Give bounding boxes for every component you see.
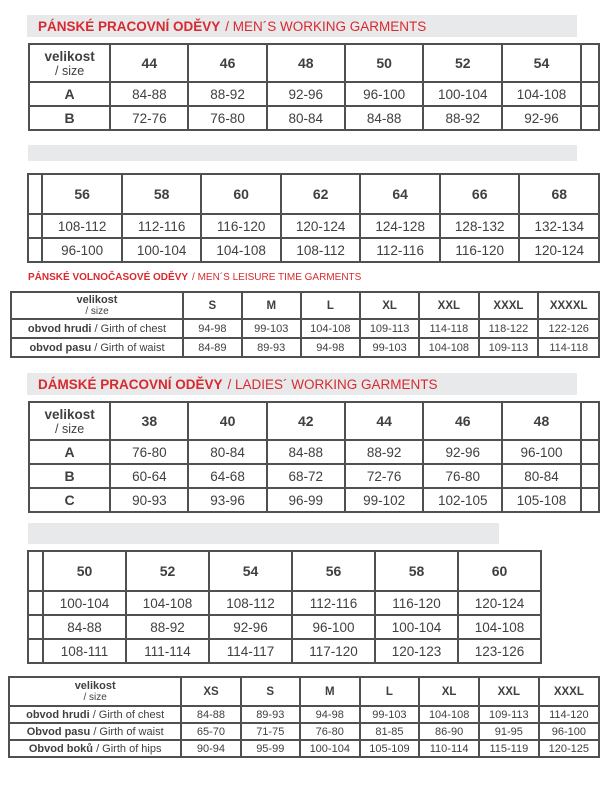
value-cell: 76-80 xyxy=(110,440,188,464)
value-cell: 96-100 xyxy=(292,615,375,639)
section-title-ladies-working xyxy=(27,373,577,395)
size-header-cell: 42 xyxy=(267,402,345,440)
table-row xyxy=(11,319,599,338)
row-label-cell: obvod pasu / Girth of waist xyxy=(11,338,183,357)
size-header-cell: XXL xyxy=(479,677,539,706)
size-header-cell: XS xyxy=(181,677,240,706)
value-cell: 117-120 xyxy=(292,639,375,663)
ladies-working-table-sizes-38-48 xyxy=(28,401,600,513)
value-cell: 84-88 xyxy=(267,440,345,464)
value-cell: 104-108 xyxy=(458,615,541,639)
value-cell: 72-76 xyxy=(110,106,188,130)
corner-cell: velikost / size xyxy=(9,677,181,706)
row-label-cell: B xyxy=(29,464,110,488)
value-cell: 84-88 xyxy=(345,106,423,130)
row-label-cell: B xyxy=(29,106,110,130)
section-title-czech: PÁNSKÉ PRACOVNÍ ODĚVY xyxy=(38,18,221,34)
size-header-cell: 44 xyxy=(110,44,188,82)
value-cell: 96-99 xyxy=(267,488,345,512)
size-header-cell: 52 xyxy=(423,44,502,82)
corner-cell: velikost / size xyxy=(11,292,183,319)
table-row xyxy=(11,338,599,357)
value-cell: 84-88 xyxy=(43,615,126,639)
value-cell: 105-108 xyxy=(502,488,581,512)
cut-off-cell xyxy=(28,551,43,591)
corner-cell: velikost / size xyxy=(29,44,110,82)
value-cell: 104-108 xyxy=(419,338,478,357)
mens-working-table-sizes-44-54 xyxy=(28,43,600,131)
table-row xyxy=(28,615,541,639)
size-header-cell: XXXXL xyxy=(538,292,599,319)
size-header-cell: 46 xyxy=(188,44,266,82)
value-cell: 76-80 xyxy=(423,464,502,488)
value-cell: 64-68 xyxy=(188,464,266,488)
value-cell: 80-84 xyxy=(188,440,266,464)
size-header-cell: 60 xyxy=(458,551,541,591)
value-cell: 89-93 xyxy=(242,338,301,357)
value-cell: 76-80 xyxy=(300,723,360,740)
table-row xyxy=(28,238,599,262)
size-header-cell: 54 xyxy=(209,551,292,591)
value-cell: 89-93 xyxy=(241,706,300,723)
value-cell: 128-132 xyxy=(440,214,520,238)
table-row xyxy=(28,639,541,663)
value-cell: 105-109 xyxy=(360,740,420,757)
size-header-cell: XL xyxy=(419,677,479,706)
value-cell: 110-114 xyxy=(419,740,479,757)
value-cell: 104-108 xyxy=(301,319,360,338)
section-title-english: / MEN´S WORKING GARMENTS xyxy=(225,18,427,34)
value-cell: 100-104 xyxy=(43,591,126,615)
mens-leisure-table-grid xyxy=(10,291,600,358)
value-cell: 96-100 xyxy=(42,238,122,262)
value-cell: 96-100 xyxy=(539,723,599,740)
value-cell: 100-104 xyxy=(122,238,202,262)
size-header-cell: XXL xyxy=(419,292,478,319)
value-cell: 99-103 xyxy=(360,706,420,723)
value-cell: 84-88 xyxy=(181,706,240,723)
value-cell: 122-126 xyxy=(538,319,599,338)
size-header-cell: L xyxy=(301,292,360,319)
value-cell: 116-120 xyxy=(440,238,520,262)
size-header-cell: 48 xyxy=(267,44,345,82)
value-cell: 100-104 xyxy=(300,740,360,757)
size-header-cell: 56 xyxy=(292,551,375,591)
value-cell: 94-98 xyxy=(183,319,242,338)
size-header-cell: 48 xyxy=(502,402,581,440)
cut-off-cell xyxy=(581,440,599,464)
cut-off-cell xyxy=(28,639,43,663)
value-cell: 80-84 xyxy=(502,464,581,488)
value-cell: 123-126 xyxy=(458,639,541,663)
value-cell: 108-112 xyxy=(42,214,122,238)
value-cell: 120-123 xyxy=(375,639,458,663)
size-header-cell: XL xyxy=(360,292,419,319)
value-cell: 84-88 xyxy=(110,82,188,106)
ladies-letter-sizes-table xyxy=(8,676,600,758)
section-title-czech: DÁMSKÉ PRACOVNÍ ODĚVY xyxy=(38,376,223,392)
table-row xyxy=(28,591,541,615)
table-row xyxy=(29,106,599,130)
cut-off-cell xyxy=(581,82,599,106)
row-label-cell: Obvod pasu / Girth of waist xyxy=(9,723,181,740)
cut-off-cell xyxy=(581,488,599,512)
row-label-cell: C xyxy=(29,488,110,512)
size-header-cell: 60 xyxy=(201,174,281,214)
size-header-cell: S xyxy=(241,677,300,706)
table-row xyxy=(29,440,599,464)
value-cell: 109-113 xyxy=(360,319,419,338)
size-header-cell: L xyxy=(360,677,420,706)
table-row xyxy=(9,723,599,740)
ladies-letter-sizes-table-grid xyxy=(8,676,600,758)
value-cell: 99-102 xyxy=(345,488,423,512)
size-header-cell: 64 xyxy=(360,174,440,214)
cut-off-cell xyxy=(28,591,43,615)
value-cell: 120-124 xyxy=(519,238,599,262)
value-cell: 115-119 xyxy=(479,740,539,757)
value-cell: 120-124 xyxy=(458,591,541,615)
value-cell: 100-104 xyxy=(423,82,502,106)
value-cell: 71-75 xyxy=(241,723,300,740)
value-cell: 108-112 xyxy=(209,591,292,615)
value-cell: 104-108 xyxy=(201,238,281,262)
spacer-band xyxy=(28,145,577,161)
value-cell: 68-72 xyxy=(267,464,345,488)
size-header-cell: 56 xyxy=(42,174,122,214)
cut-off-cell xyxy=(28,214,42,238)
size-header-cell: S xyxy=(183,292,242,319)
section-title-mens-working xyxy=(27,15,577,37)
value-cell: 118-122 xyxy=(479,319,539,338)
corner-cell: velikost / size xyxy=(29,402,110,440)
size-header-cell: M xyxy=(242,292,301,319)
value-cell: 92-96 xyxy=(209,615,292,639)
table-row xyxy=(29,488,599,512)
size-header-cell: XXXL xyxy=(479,292,539,319)
value-cell: 96-100 xyxy=(502,440,581,464)
spacer-band xyxy=(28,523,499,544)
cut-off-cell xyxy=(28,174,42,214)
size-header-cell: XXXL xyxy=(539,677,599,706)
value-cell: 88-92 xyxy=(345,440,423,464)
value-cell: 112-116 xyxy=(122,214,202,238)
value-cell: 88-92 xyxy=(423,106,502,130)
value-cell: 108-111 xyxy=(43,639,126,663)
ladies-working-table-sizes-50-60 xyxy=(27,550,542,664)
size-header-cell: 40 xyxy=(188,402,266,440)
row-label-cell: obvod hrudi / Girth of chest xyxy=(11,319,183,338)
value-cell: 92-96 xyxy=(423,440,502,464)
value-cell: 104-108 xyxy=(502,82,581,106)
value-cell: 120-125 xyxy=(539,740,599,757)
value-cell: 86-90 xyxy=(419,723,479,740)
size-header-cell: 68 xyxy=(519,174,599,214)
value-cell: 84-89 xyxy=(183,338,242,357)
value-cell: 80-84 xyxy=(267,106,345,130)
value-cell: 114-120 xyxy=(539,706,599,723)
value-cell: 109-113 xyxy=(479,706,539,723)
ladies-working-table-sizes-38-48-grid xyxy=(28,401,600,513)
value-cell: 111-114 xyxy=(126,639,209,663)
table-row xyxy=(29,464,599,488)
value-cell: 108-112 xyxy=(281,238,361,262)
value-cell: 104-108 xyxy=(419,706,479,723)
size-header-cell: 58 xyxy=(122,174,202,214)
cut-off-cell xyxy=(581,44,599,82)
size-header-cell: 52 xyxy=(126,551,209,591)
value-cell: 96-100 xyxy=(345,82,423,106)
value-cell: 124-128 xyxy=(360,214,440,238)
value-cell: 94-98 xyxy=(301,338,360,357)
value-cell: 114-118 xyxy=(419,319,478,338)
mens-working-table-sizes-44-54-grid xyxy=(28,43,600,131)
size-header-cell: 62 xyxy=(281,174,361,214)
ladies-working-table-sizes-50-60-grid xyxy=(27,550,542,664)
value-cell: 112-116 xyxy=(292,591,375,615)
row-label-cell: A xyxy=(29,440,110,464)
value-cell: 65-70 xyxy=(181,723,240,740)
mens-working-table-sizes-56-68 xyxy=(27,173,600,263)
value-cell: 114-117 xyxy=(209,639,292,663)
row-label-cell: A xyxy=(29,82,110,106)
value-cell: 114-118 xyxy=(538,338,599,357)
section-title-mens-leisure xyxy=(28,270,361,284)
row-label-cell: obvod hrudi / Girth of chest xyxy=(9,706,181,723)
size-header-cell: M xyxy=(300,677,360,706)
mens-working-table-sizes-56-68-grid xyxy=(27,173,600,263)
value-cell: 104-108 xyxy=(126,591,209,615)
table-row xyxy=(9,740,599,757)
value-cell: 93-96 xyxy=(188,488,266,512)
value-cell: 116-120 xyxy=(375,591,458,615)
table-row xyxy=(9,706,599,723)
size-header-cell: 58 xyxy=(375,551,458,591)
value-cell: 120-124 xyxy=(281,214,361,238)
value-cell: 102-105 xyxy=(423,488,502,512)
value-cell: 99-103 xyxy=(242,319,301,338)
section-title-czech: PÁNSKÉ VOLNOČASOVÉ ODĚVY xyxy=(28,271,189,283)
size-header-cell: 46 xyxy=(423,402,502,440)
value-cell: 94-98 xyxy=(300,706,360,723)
value-cell: 95-99 xyxy=(241,740,300,757)
value-cell: 112-116 xyxy=(360,238,440,262)
size-header-cell: 50 xyxy=(43,551,126,591)
value-cell: 72-76 xyxy=(345,464,423,488)
value-cell: 90-93 xyxy=(110,488,188,512)
size-header-cell: 44 xyxy=(345,402,423,440)
value-cell: 100-104 xyxy=(375,615,458,639)
cut-off-cell xyxy=(581,106,599,130)
table-row xyxy=(29,82,599,106)
value-cell: 92-96 xyxy=(267,82,345,106)
cut-off-cell xyxy=(581,464,599,488)
value-cell: 92-96 xyxy=(502,106,581,130)
size-header-cell: 54 xyxy=(502,44,581,82)
value-cell: 90-94 xyxy=(181,740,240,757)
value-cell: 88-92 xyxy=(126,615,209,639)
row-label-cell: Obvod boků / Girth of hips xyxy=(9,740,181,757)
section-title-english: / MEN´S LEISURE TIME GARMENTS xyxy=(192,271,362,283)
size-header-cell: 50 xyxy=(345,44,423,82)
value-cell: 88-92 xyxy=(188,82,266,106)
cut-off-cell xyxy=(28,238,42,262)
size-header-cell: 38 xyxy=(110,402,188,440)
value-cell: 81-85 xyxy=(360,723,420,740)
value-cell: 91-95 xyxy=(479,723,539,740)
value-cell: 132-134 xyxy=(519,214,599,238)
value-cell: 76-80 xyxy=(188,106,266,130)
value-cell: 109-113 xyxy=(479,338,539,357)
cut-off-cell xyxy=(28,615,43,639)
cut-off-cell xyxy=(581,402,599,440)
value-cell: 60-64 xyxy=(110,464,188,488)
value-cell: 116-120 xyxy=(201,214,281,238)
mens-leisure-table xyxy=(10,291,600,358)
section-title-english: / LADIES´ WORKING GARMENTS xyxy=(227,376,438,392)
table-row xyxy=(28,214,599,238)
value-cell: 99-103 xyxy=(360,338,419,357)
size-header-cell: 66 xyxy=(440,174,520,214)
